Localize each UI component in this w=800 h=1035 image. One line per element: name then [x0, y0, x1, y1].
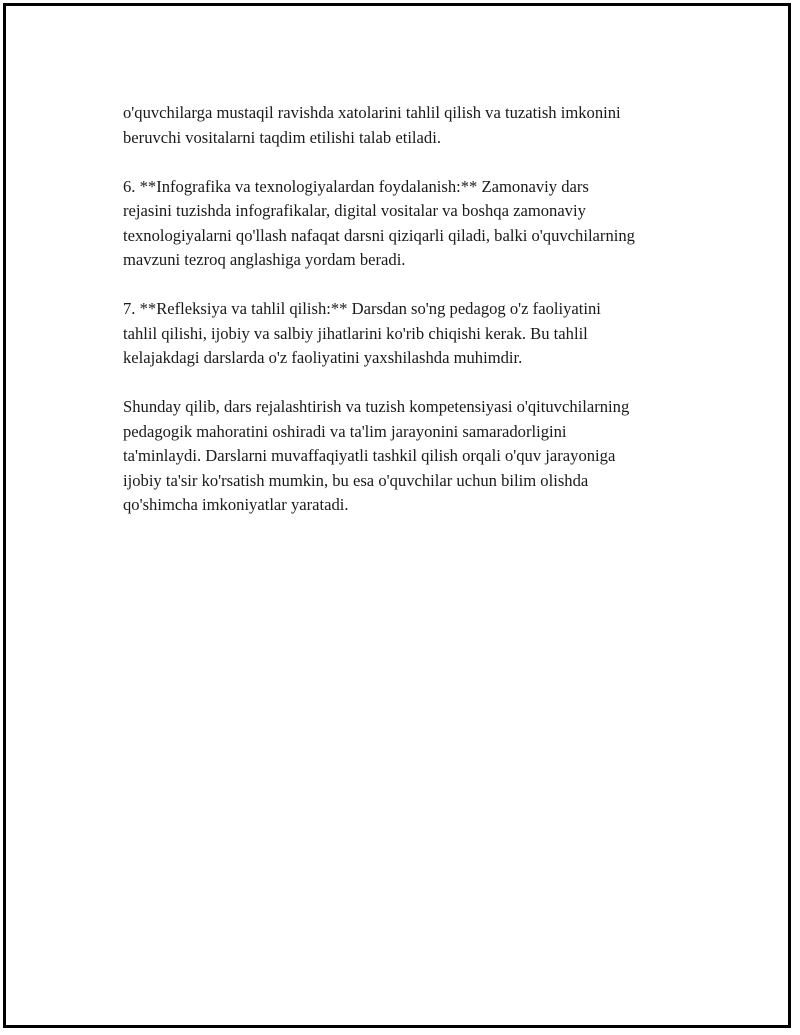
text-line: rejasini tuzishda infografikalar, digital vositalar va boshqa zamonaviy [123, 201, 586, 220]
text-line: kelajakdagi darslarda o'z faoliyatini yaxshilashda muhimdir. [123, 348, 523, 367]
text-line: texnologiyalarni qo'llash nafaqat darsni qiziqarli qiladi, balki o'quvchilarning [123, 225, 635, 245]
text-line: mavzuni tezroq anglashiga yordam beradi. [123, 250, 406, 269]
text-line: 7. **Refleksiya va tahlil qilish:** Darsdan so'ng pedagog o'z faoliyatini [123, 299, 601, 318]
paragraph-item-7 [123, 297, 703, 371]
paragraph-conclusion [123, 395, 703, 518]
page-frame [3, 3, 791, 1028]
text-line: o'quvchilarga mustaqil ravishda xatolarini tahlil qilish va tuzatish imkonini [123, 103, 621, 122]
text-line: beruvchi vositalarni taqdim etilishi talab etiladi. [123, 127, 441, 147]
text-line: ijobiy ta'sir ko'rsatish mumkin, bu esa o'quvchilar uchun bilim olishda [123, 470, 589, 490]
text-line: pedagogik mahoratini oshiradi va ta'lim jarayonini samaradorligini [123, 421, 567, 441]
text-line: Shunday qilib, dars rejalashtirish va tuzish kompetensiyasi o'qituvchilarning [123, 397, 630, 416]
text-line: qo'shimcha imkoniyatlar yaratadi. [123, 495, 349, 514]
document-body [123, 101, 703, 542]
text-line: 6. **Infografika va texnologiyalardan foydalanish:** Zamonaviy dars [123, 176, 589, 196]
text-line: ta'minlaydi. Darslarni muvaffaqiyatli tashkil qilish orqali o'quv jarayoniga [123, 446, 616, 465]
paragraph-item-6 [123, 175, 703, 273]
paragraph-continuation [123, 101, 703, 150]
text-line: tahlil qilishi, ijobiy va salbiy jihatlarini ko'rib chiqishi kerak. Bu tahlil [123, 323, 588, 343]
